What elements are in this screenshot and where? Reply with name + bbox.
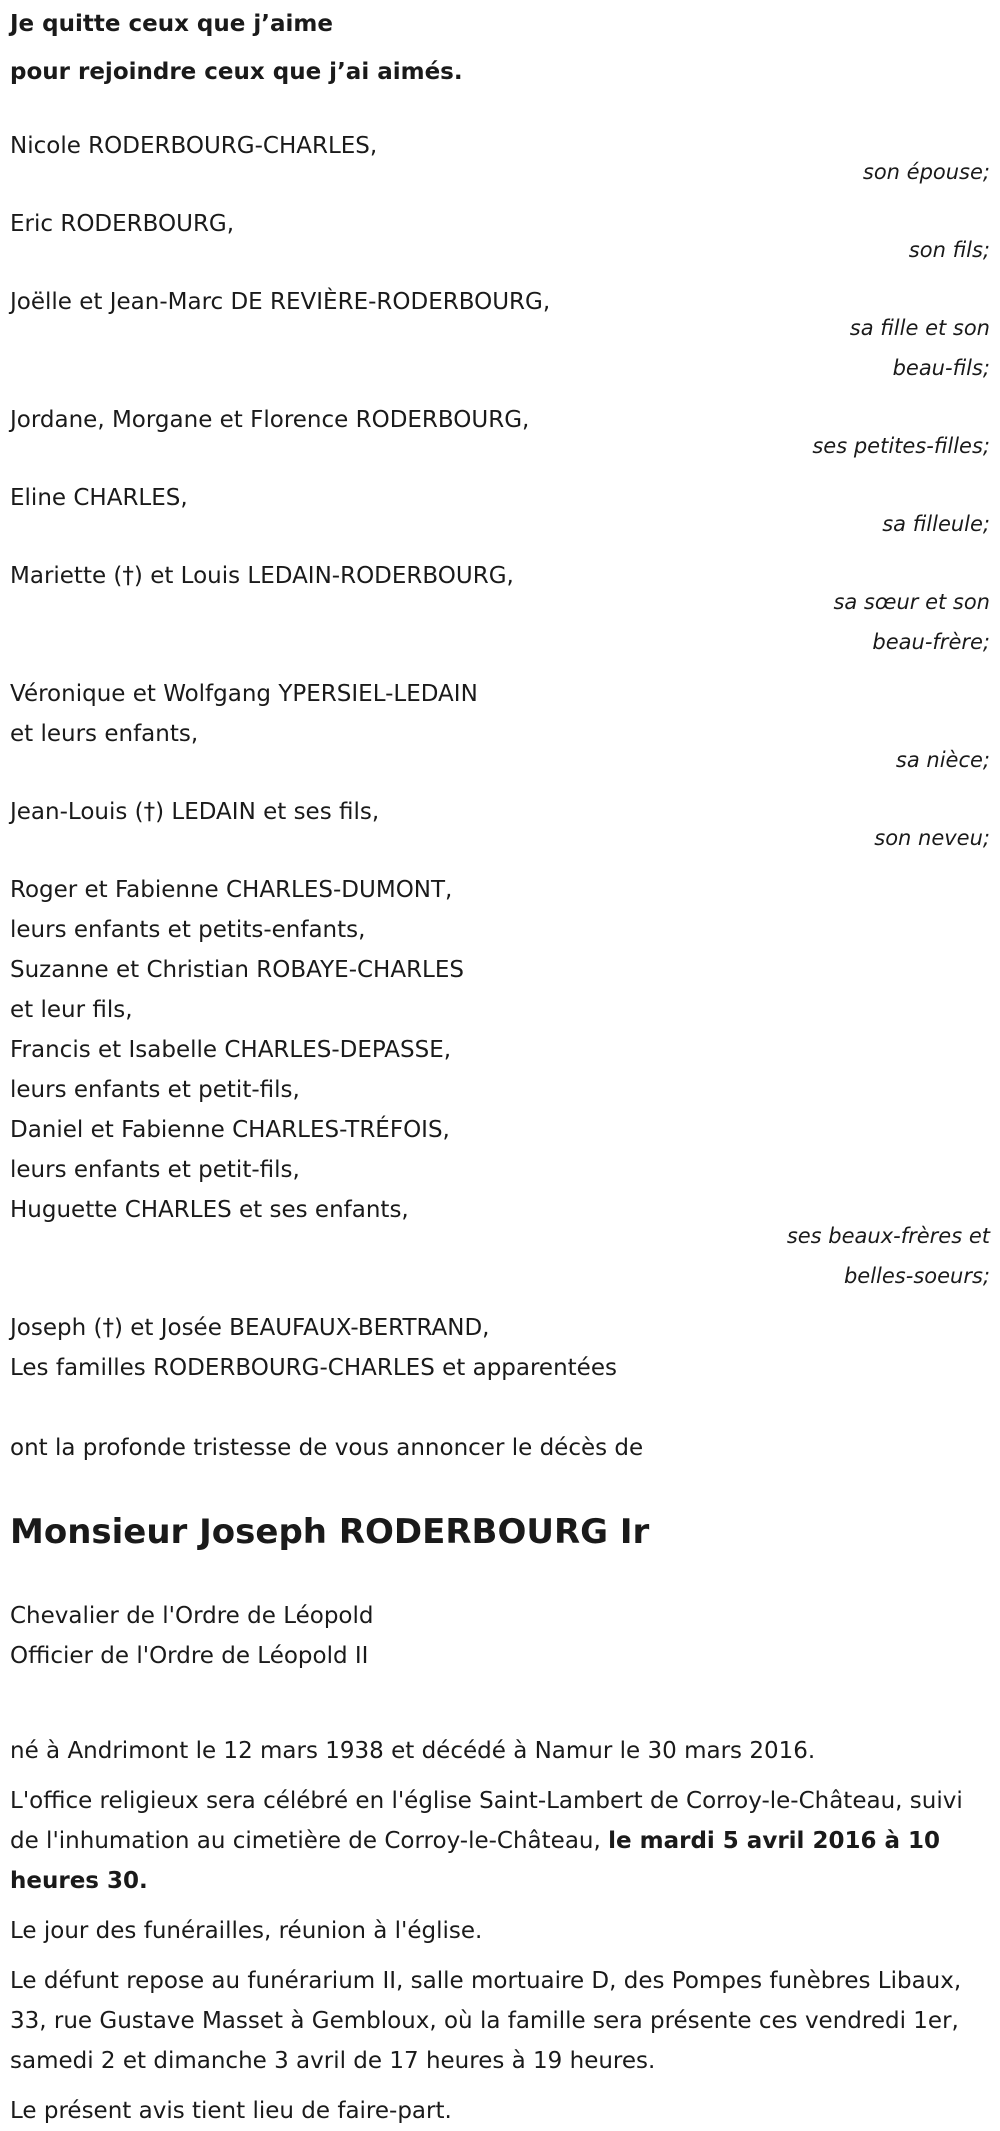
family-group <box>10 192 995 270</box>
epigraph-line-2: pour rejoindre ceux que j’ai aimés. <box>10 59 463 85</box>
death-notice <box>10 0 995 2131</box>
relation-line: sa nièce; <box>895 748 990 772</box>
visitation-info: Le défunt repose au funérarium II, salle mortuaire D, des Pompes funèbres Libaux, 33, rue Gustave Masset à Gembloux, où la famille sera présente ces vendredi 1er, samedi 2 et dimanche 3 avril de 17 heures à 19 heures. <box>10 1968 962 2074</box>
relation-line: son neveu; <box>874 826 990 850</box>
title-line-2: Officier de l'Ordre de Léopold II <box>10 1643 369 1669</box>
epigraph-line-1: Je quitte ceux que j’aime <box>10 11 333 37</box>
family-name-line: et leur fils, <box>10 997 133 1023</box>
family-group <box>10 270 995 388</box>
service-date: le mardi 5 avril 2016 à 10 heures 30. <box>10 1828 940 1894</box>
family-list <box>10 114 995 1388</box>
relation-line: ses beaux-frères et <box>786 1224 990 1248</box>
meeting-info: Le jour des funérailles, réunion à l'église. <box>10 1918 483 1944</box>
family-name-line: Daniel et Fabienne CHARLES-TRÉFOIS, <box>10 1117 450 1143</box>
family-name-line: Joseph (†) et Josée BEAUFAUX-BERTRAND, <box>10 1315 490 1341</box>
family-group <box>10 858 995 1296</box>
family-name-line: Huguette CHARLES et ses enfants, <box>10 1197 409 1223</box>
family-name-line: Les familles RODERBOURG-CHARLES et apparentées <box>10 1355 617 1381</box>
family-group <box>10 388 995 466</box>
family-name-line: Francis et Isabelle CHARLES-DEPASSE, <box>10 1037 452 1063</box>
title-line-1: Chevalier de l'Ordre de Léopold <box>10 1603 374 1629</box>
family-name-line: Nicole RODERBOURG-CHARLES, <box>10 133 378 159</box>
announcement: ont la profonde tristesse de vous annoncer le décès de <box>10 1435 644 1461</box>
relation-line: ses petites-filles; <box>812 434 990 458</box>
family-group <box>10 114 995 192</box>
relation-line: belles-soeurs; <box>843 1264 990 1288</box>
service-text: L'office religieux sera célébré en l'église Saint-Lambert de Corroy-le-Château, suivi de l'inhumation au cimetière de Corroy-le-Château, <box>10 1788 963 1854</box>
relation-line: beau-frère; <box>872 630 990 654</box>
family-name-line: Jean-Louis (†) LEDAIN et ses fils, <box>10 799 380 825</box>
relation-line: sa fille et son <box>849 316 990 340</box>
relation-line: beau-fils; <box>892 356 990 380</box>
family-group <box>10 466 995 544</box>
family-names <box>10 1308 750 1388</box>
epigraph <box>10 0 995 96</box>
family-name-line: Mariette (†) et Louis LEDAIN-RODERBOURG, <box>10 563 514 589</box>
family-name-line: leurs enfants et petits-enfants, <box>10 917 366 943</box>
family-group <box>10 780 995 858</box>
birth-death-info: né à Andrimont le 12 mars 1938 et décédé à Namur le 30 mars 2016. <box>10 1738 816 1764</box>
family-group <box>10 1296 995 1388</box>
family-name-line: leurs enfants et petit-fils, <box>10 1077 300 1103</box>
family-group <box>10 544 995 662</box>
family-name-line: leurs enfants et petit-fils, <box>10 1157 300 1183</box>
funeral-service-info <box>10 1781 985 1901</box>
relation-line: sa filleule; <box>882 512 990 536</box>
family-name-line: Joëlle et Jean-Marc DE REVIÈRE-RODERBOURG, <box>10 289 551 315</box>
closing-note: Le présent avis tient lieu de faire-part. <box>10 2098 452 2124</box>
family-name-line: Véronique et Wolfgang YPERSIEL-LEDAIN <box>10 681 478 707</box>
relation-line: son épouse; <box>862 160 990 184</box>
relation-line: sa sœur et son <box>833 590 990 614</box>
deceased-name: Monsieur Joseph RODERBOURG Ir <box>10 1512 650 1552</box>
family-name-line: Roger et Fabienne CHARLES-DUMONT, <box>10 877 453 903</box>
family-name-line: Eline CHARLES, <box>10 485 188 511</box>
family-name-line: Eric RODERBOURG, <box>10 211 235 237</box>
family-name-line: Suzanne et Christian ROBAYE-CHARLES <box>10 957 465 983</box>
honorary-titles <box>10 1596 995 1676</box>
family-group <box>10 662 995 780</box>
family-names <box>10 870 750 1230</box>
relation-line: son fils; <box>908 238 990 262</box>
family-name-line: Jordane, Morgane et Florence RODERBOURG, <box>10 407 530 433</box>
family-name-line: et leurs enfants, <box>10 721 199 747</box>
